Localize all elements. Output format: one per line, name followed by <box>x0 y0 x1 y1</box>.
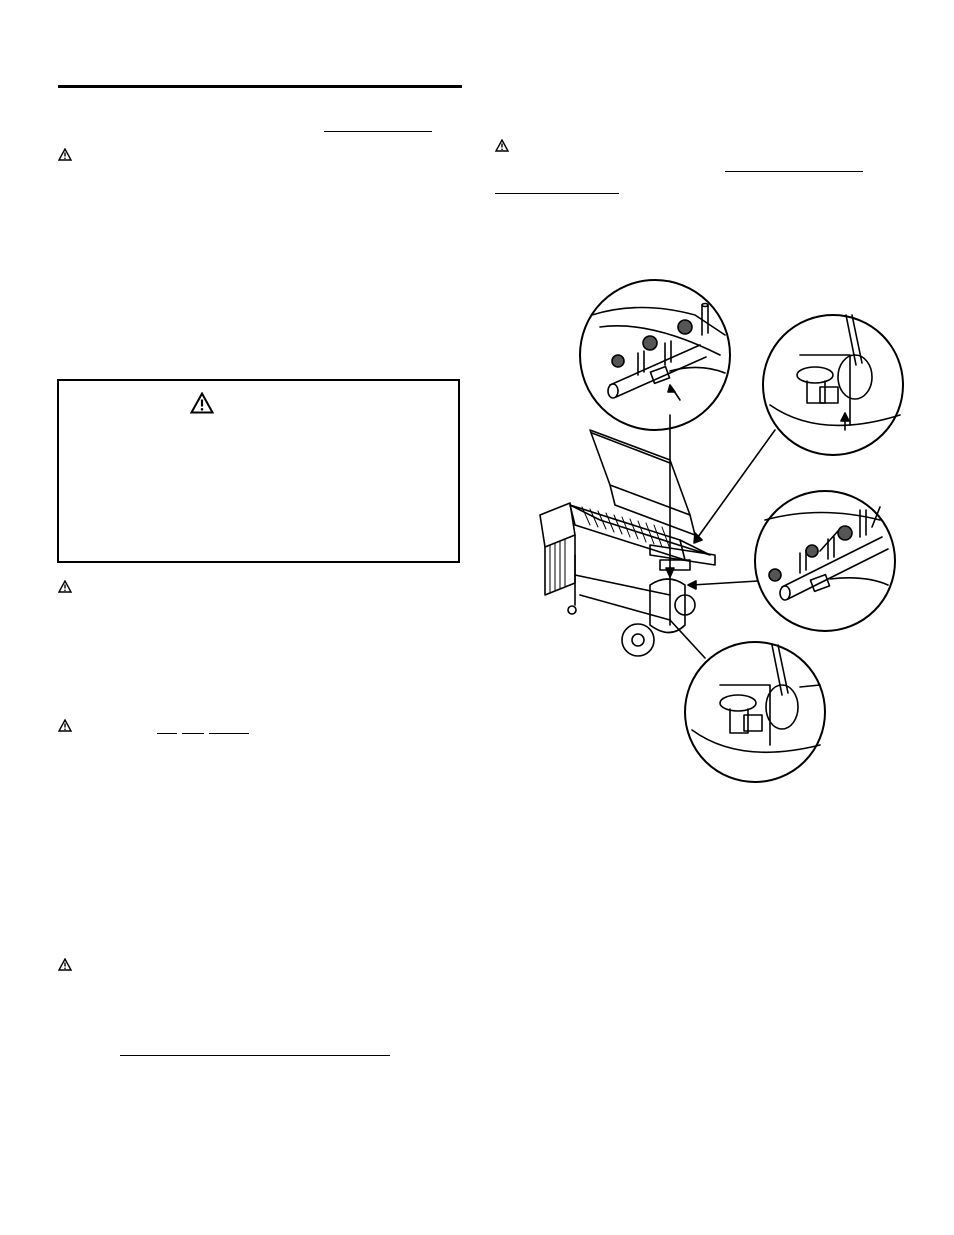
underlined-phrase <box>495 193 619 194</box>
underlined-phrase <box>324 131 432 132</box>
underlined-phrase <box>725 171 863 172</box>
warning-box <box>57 379 460 563</box>
grill-connection-points-icon <box>520 275 920 795</box>
section-header-rule <box>58 85 462 88</box>
warning-triangle-icon <box>190 392 214 414</box>
warning-triangle-icon <box>58 719 72 732</box>
underlined-word <box>182 733 204 734</box>
warning-triangle-icon <box>58 148 72 161</box>
warning-triangle-icon <box>58 958 72 971</box>
warning-triangle-icon <box>58 580 72 593</box>
underlined-word <box>209 733 249 734</box>
underlined-word <box>157 733 177 734</box>
underlined-phrase <box>120 1055 390 1056</box>
warning-triangle-icon <box>495 139 509 152</box>
